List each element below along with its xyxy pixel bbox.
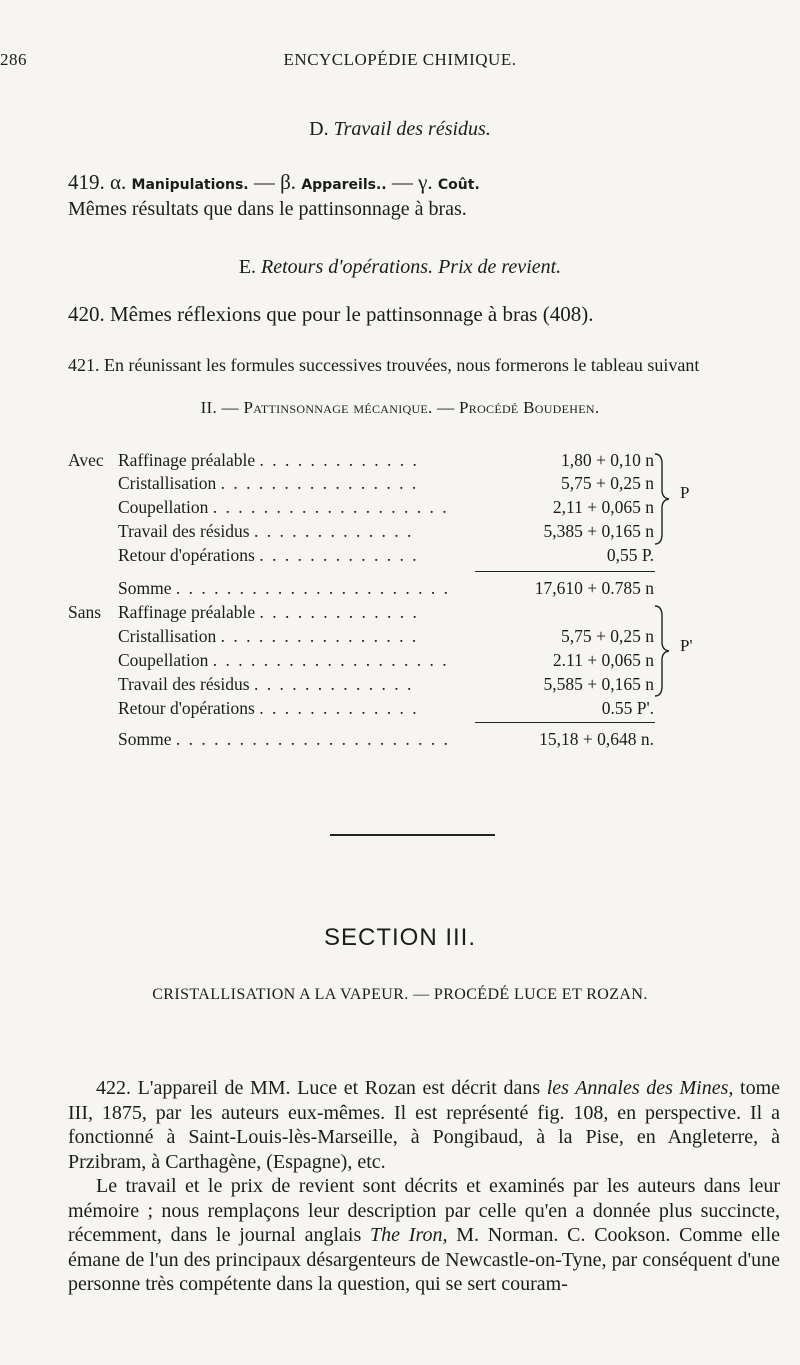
running-title: ENCYCLOPÉDIE CHIMIQUE. <box>283 50 517 69</box>
dash: — <box>253 170 275 194</box>
table-row-value: 5,585 + 0,165 n <box>543 674 654 694</box>
table-row-value: 0.55 P'. <box>601 698 654 718</box>
subsection-d-heading <box>0 118 800 141</box>
table-row-value: 5,385 + 0,165 n <box>543 521 654 541</box>
subsection-e-letter: E. <box>238 256 257 278</box>
subsection-d-title: Travail des résidus. <box>333 118 491 140</box>
table-row-label: Retour d'opérations . . . . . . . . . . . . . <box>118 545 419 565</box>
group2-lead: Sans <box>68 602 102 622</box>
appareils-label: Appareils.. <box>301 177 387 193</box>
table-row-value: 2,11 + 0,065 n <box>552 497 654 517</box>
paragraph-number: 422. <box>96 1077 131 1099</box>
table-total-value: 17,610 + 0.785 n <box>534 578 654 598</box>
table-row-label: Travail des résidus . . . . . . . . . . . . . <box>118 521 414 541</box>
table-title: II. — Pattinsonnage mécanique. — Procédé Boudehen. <box>200 398 600 417</box>
paragraph-420-text: Mêmes réflexions que pour le pattinsonnage à bras (408). <box>110 302 594 326</box>
dash: — <box>391 170 413 194</box>
subsection-d-letter: D. <box>309 118 329 140</box>
table-row-label: Raffinage préalable . . . . . . . . . . . . . <box>118 450 419 470</box>
table-total-label: Somme . . . . . . . . . . . . . . . . . . . . . . <box>118 729 450 749</box>
section-title: SECTION III. <box>323 924 476 951</box>
group1-lead: Avec <box>68 450 104 470</box>
group2-side-label: P' <box>680 636 693 655</box>
table-row-value: 0,55 P. <box>606 545 654 565</box>
table-row-label: Coupellation . . . . . . . . . . . . . . . . . . . <box>118 497 449 517</box>
table-total-value: 15,18 + 0,648 n. <box>539 729 654 749</box>
manipulations-label: Manipulations. <box>131 177 249 193</box>
paragraph-421-text: En réunissant les formules successives trouvées, nous formerons le tableau suivant <box>104 355 700 375</box>
greek-gamma: γ. <box>418 170 433 194</box>
table-row-value: 5,75 + 0,25 n <box>561 626 654 646</box>
paragraph-419-text: Mêmes résultats que dans le pattinsonnage à bras. <box>68 198 467 220</box>
brace-group2 <box>652 604 672 698</box>
paragraph-422-continued: Le travail et le prix de revient sont décrits et examinés par les auteurs dans leur mémoire ; nous remplaçons leur description par celle qu'en a donnée plus succincte, récemment, dans le journal anglais The Iron, M. Norman. C. Cookson. Comme elle émane de l'un des principaux désargenteurs de Newcastle-on-Tyne, par conséquent d'une personne très compétente dans la question, qui se sert couram- <box>68 1175 781 1295</box>
table-row-value: 2.11 + 0,065 n <box>552 650 654 670</box>
paragraph-421 <box>68 355 699 376</box>
paragraph-419-heading <box>68 170 480 195</box>
table-row-label: Raffinage préalable . . . . . . . . . . . . . <box>118 602 419 622</box>
greek-alpha: α. <box>110 170 127 194</box>
sum-rule <box>475 722 655 723</box>
paragraph-number: 421. <box>68 355 100 375</box>
table-row-label: Cristallisation . . . . . . . . . . . . . . . . <box>118 473 419 493</box>
paragraph-number: 420. <box>68 302 105 326</box>
table-row-label: Retour d'opérations . . . . . . . . . . . . . <box>118 698 419 718</box>
journal-title: les Annales des Mines, <box>546 1077 734 1099</box>
sum-rule <box>475 571 655 572</box>
table-row-label: Travail des résidus . . . . . . . . . . . . . <box>118 674 414 694</box>
subsection-e-heading <box>0 256 800 279</box>
brace-group1 <box>652 452 672 546</box>
group1-side-label: P <box>680 483 690 502</box>
paragraph-422: 422. L'appareil de MM. Luce et Rozan est décrit dans les Annales des Mines, tome III, 1875, par les auteurs eux-mêmes. Il est représenté fig. 108, en perspective. Il a fonctionné à Saint-Louis-lès-Marseille, à Pongibaud, à la Pise, en Angleterre, à Przibram, à Carthagène, (Espagne), etc. <box>68 1077 781 1173</box>
table-row-value: 5,75 + 0,25 n <box>561 473 654 493</box>
page-number: 286 <box>0 50 27 69</box>
journal-title-iron: The Iron, <box>370 1224 448 1246</box>
paragraph-number: 419. <box>68 170 105 194</box>
table-row-value: 1,80 + 0,10 n <box>561 450 654 470</box>
cout-label: Coût. <box>437 177 480 193</box>
subsection-e-title: Retours d'opérations. Prix de revient. <box>261 256 562 278</box>
table-total-label: Somme . . . . . . . . . . . . . . . . . . . . . . <box>118 578 450 598</box>
section-divider <box>330 834 495 836</box>
greek-beta: β. <box>280 170 297 194</box>
table-row-label: Coupellation . . . . . . . . . . . . . . . . . . . <box>118 650 449 670</box>
section-subtitle: CRISTALLISATION A LA VAPEUR. — PROCÉDÉ LUCE ET ROZAN. <box>152 986 648 1003</box>
paragraph-420 <box>68 302 593 327</box>
table-row-label: Cristallisation . . . . . . . . . . . . . . . . <box>118 626 419 646</box>
